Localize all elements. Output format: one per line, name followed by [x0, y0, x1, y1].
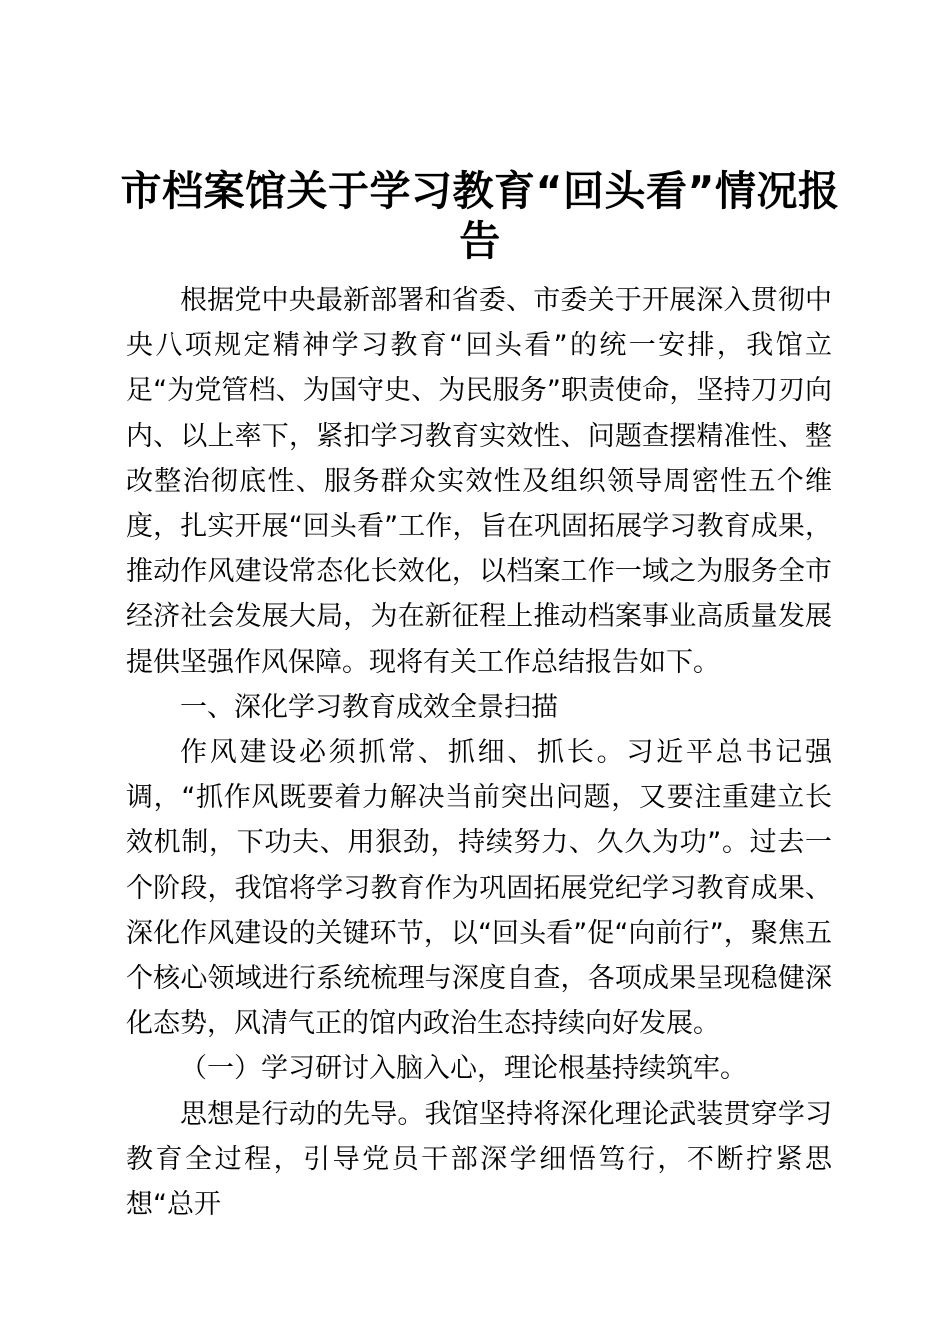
section-heading-1: 一、深化学习教育成效全景扫描: [180, 691, 558, 723]
subsection-heading-1: （一）学习研讨入脑入心，理论根基持续筑牢。: [180, 1053, 747, 1085]
document-title: 市档案馆关于学习教育“回头看”情况报告: [120, 167, 840, 265]
document-body: [126, 278, 832, 1227]
section-1-paragraph: 作风建设必须抓常、抓细、抓长。习近平总书记强调，“抓作风既要着力解决当前突出问题，又要注重建立长效机制，下功夫、用狠劲，持续努力、久久为功”。过去一个阶段，我馆将学习教育作为巩固拓展党纪学习教育成果、深化作风建设的关键环节，以“回头看”促“向前行”，聚焦五个核心领域进行系统梳理与深度自查，各项成果呈现稳健深化态势，风清气正的馆内政治生态持续向好发展。: [126, 737, 832, 1040]
subsection-1-paragraph: 思想是行动的先导。我馆坚持将深化理论武装贯穿学习教育全过程，引导党员干部深学细悟笃行，不断拧紧思想“总开: [126, 1098, 832, 1221]
intro-paragraph: 根据党中央最新部署和省委、市委关于开展深入贯彻中央八项规定精神学习教育“回头看”的统一安排，我馆立足“为党管档、为国守史、为民服务”职责使命，坚持刀刃向内、以上率下，紧扣学习教育实效性、问题查摆精准性、整改整治彻底性、服务群众实效性及组织领导周密性五个维度，扎实开展“回头看”工作，旨在巩固拓展学习教育成果，推动作风建设常态化长效化，以档案工作一域之为服务全市经济社会发展大局，为在新征程上推动档案事业高质量发展提供坚强作风保障。现将有关工作总结报告如下。: [126, 285, 832, 678]
